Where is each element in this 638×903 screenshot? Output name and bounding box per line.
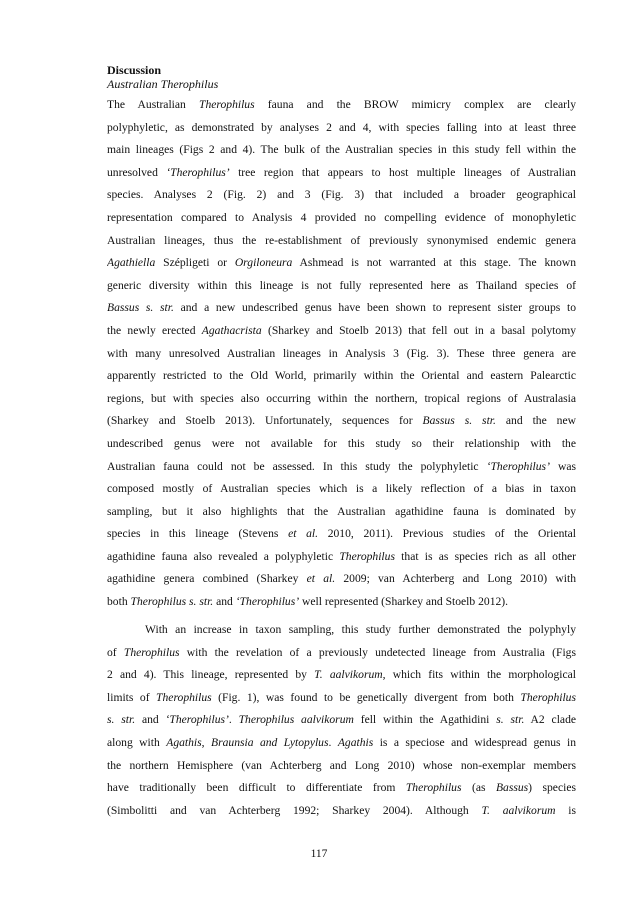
text-run: well represented (Sharkey and Stoelb 2012). — [299, 595, 509, 609]
italic-text: Bassus s. str. — [422, 414, 496, 428]
italic-text: Agathis — [166, 735, 202, 749]
text-line — [107, 388, 576, 411]
text-run: agathidine fauna also revealed a polyphyletic — [107, 549, 340, 563]
text-run: tree region that appears to host multiple lineages of Australian — [229, 165, 576, 179]
text-run: composed mostly of Australian species which is a likely reflection of a bias in taxon — [107, 482, 576, 496]
text-run: have traditionally been difficult to differentiate from — [107, 781, 406, 795]
text-line — [107, 343, 576, 366]
text-line — [107, 297, 576, 320]
text-run: (Sharkey and Stoelb 2013). Unfortunately, sequences for — [107, 414, 423, 428]
paragraph-1 — [107, 94, 576, 614]
italic-text: Therophilus — [520, 690, 576, 704]
text-run: which fits within the morphological — [385, 668, 576, 682]
text-run: that is as species rich as all other — [394, 549, 576, 563]
italic-text: ‘Therophilus’ — [166, 165, 230, 179]
text-run: ) species — [528, 781, 576, 795]
italic-text: Therophilus aalvikorum — [238, 713, 354, 727]
italic-text: s. str. — [496, 713, 525, 727]
text-run: was — [549, 459, 576, 473]
italic-text: Braunsia and Lytopylus — [211, 735, 329, 749]
italic-text: Bassus — [495, 781, 529, 795]
text-run: fauna and the BROW mimicry complex are clearly — [254, 98, 576, 111]
text-run: regions, but with species also occurring within the northern, tropical regions of Australasia — [107, 391, 576, 405]
text-run: undescribed genus were not available for this study so their relationship with the — [107, 436, 576, 450]
text-run: of — [107, 645, 124, 659]
text-run: unresolved — [107, 165, 167, 179]
text-run: main lineages (Figs 2 and 4). The bulk of the Australian species in this study fell within the — [107, 143, 576, 157]
text-line — [107, 687, 576, 710]
text-run: representation compared to Analysis 4 provided no compelling evidence of monophyletic — [107, 210, 576, 224]
text-run: is a speciose and widespread genus in — [373, 735, 576, 749]
text-run: agathidine genera combined (Sharkey — [107, 572, 307, 586]
text-run: . — [328, 735, 338, 749]
italic-text: Therophilus — [199, 98, 255, 111]
text-run: 2010, 2011). Previous studies of the Oriental — [318, 527, 576, 541]
text-line — [107, 207, 576, 230]
subsection-heading: Australian Therophilus — [107, 77, 219, 91]
text-line — [107, 478, 576, 501]
text-run: Australian lineages, thus the re-establishment of previously synonymised endemic genera — [107, 233, 576, 247]
italic-text: Agathis — [337, 735, 374, 749]
text-run: fell within the Agathidini — [353, 713, 497, 727]
text-line — [107, 230, 576, 253]
text-run: A2 clade — [524, 713, 576, 727]
text-run: , — [201, 735, 211, 749]
text-run: sampling, but it also highlights that the Australian agathidine fauna is dominated by — [107, 504, 576, 518]
text-line — [107, 456, 576, 479]
paragraph-2 — [107, 619, 576, 822]
text-line — [107, 501, 576, 524]
text-line — [107, 320, 576, 343]
text-run: the northern Hemisphere (van Achterberg and Long 2010) whose non-exemplar members — [107, 758, 576, 772]
text-line — [107, 252, 576, 275]
text-line — [107, 568, 576, 591]
text-run: the newly erected — [107, 323, 202, 337]
text-run: and a new undescribed genus have been shown to represent sister groups to — [173, 301, 576, 315]
italic-text: et al. — [288, 527, 319, 541]
text-line — [107, 755, 576, 778]
text-run: Ashmead is not warranted at this stage. The known — [292, 256, 576, 270]
text-run: and — [213, 595, 236, 609]
italic-text: ‘Therophilus’ — [235, 595, 300, 609]
text-run: 2 and 4). This lineage, represented by — [107, 668, 315, 682]
text-line — [107, 184, 576, 207]
text-run: both — [107, 595, 131, 609]
text-line — [107, 410, 576, 433]
italic-text: ‘Therophilus’ — [165, 713, 229, 727]
text-line — [107, 619, 576, 642]
text-line — [107, 709, 576, 732]
text-run: With an increase in taxon sampling, this study further demonstrated the polyphyly — [145, 623, 576, 636]
text-line — [107, 275, 576, 298]
text-run: 2009; van Achterberg and Long 2010) with — [335, 572, 576, 586]
text-line — [107, 591, 576, 614]
text-run: with the revelation of a previously undetected lineage from Australia (Figs — [179, 645, 576, 659]
text-run: . — [228, 713, 239, 727]
italic-text: et al. — [306, 572, 336, 586]
text-line — [107, 523, 576, 546]
italic-text: T. aalvikorum, — [314, 668, 386, 682]
italic-text: Agathacrista — [201, 323, 262, 337]
italic-text: Therophilus s. str. — [130, 595, 214, 609]
text-run: Szépligeti or — [155, 256, 235, 270]
text-run: Australian fauna could not be assessed. In this study the polyphyletic — [107, 459, 487, 473]
text-line — [107, 433, 576, 456]
text-run: The Australian — [107, 98, 199, 111]
italic-text: s. str. — [107, 713, 136, 727]
text-line — [107, 732, 576, 755]
text-run: polyphyletic, as demonstrated by analyses 2 and 4, with species falling into at least three — [107, 120, 576, 134]
text-line — [107, 94, 576, 117]
text-run: (Sharkey and Stoelb 2013) that fell out in a basal polytomy — [261, 323, 576, 337]
section-heading: Discussion — [107, 63, 162, 77]
italic-text: Agathiella — [107, 256, 156, 270]
text-run: species. Analyses 2 (Fig. 2) and 3 (Fig. 3) that included a broader geographical — [107, 188, 576, 202]
text-run: and — [135, 713, 166, 727]
text-line — [107, 365, 576, 388]
text-run: (Simbolitti and van Achterberg 1992; Sharkey 2004). Although — [107, 803, 482, 817]
text-line — [107, 664, 576, 687]
text-line — [107, 546, 576, 569]
text-run: along with — [107, 735, 167, 749]
text-line — [107, 162, 576, 185]
text-line — [107, 642, 576, 665]
page-number: 117 — [310, 848, 328, 860]
italic-text: Therophilus — [156, 690, 212, 704]
italic-text: Orgiloneura — [234, 256, 293, 270]
italic-text: Therophilus — [339, 549, 395, 563]
text-run: (as — [461, 781, 496, 795]
text-run: and the new — [495, 414, 576, 428]
text-run: species in this lineage (Stevens — [107, 527, 289, 541]
italic-text: Therophilus — [123, 645, 180, 659]
text-line — [107, 800, 576, 823]
text-line — [107, 139, 576, 162]
italic-text: Bassus s. str. — [107, 301, 174, 315]
text-run: limits of — [107, 690, 157, 704]
text-line — [107, 777, 576, 800]
italic-text: ‘Therophilus’ — [486, 459, 550, 473]
italic-text: T. aalvikorum — [481, 803, 556, 817]
text-run: apparently restricted to the Old World, primarily within the Oriental and eastern Palearctic — [107, 369, 576, 383]
text-line — [107, 117, 576, 140]
text-run: with many unresolved Australian lineages in Analysis 3 (Fig. 3). These three genera are — [107, 346, 576, 360]
text-run: (Fig. 1), was found to be genetically divergent from both — [211, 690, 521, 704]
text-run: generic diversity within this lineage is not fully represented here as Thailand species of — [107, 278, 576, 292]
text-run: is — [555, 803, 576, 817]
italic-text: Therophilus — [405, 781, 462, 795]
